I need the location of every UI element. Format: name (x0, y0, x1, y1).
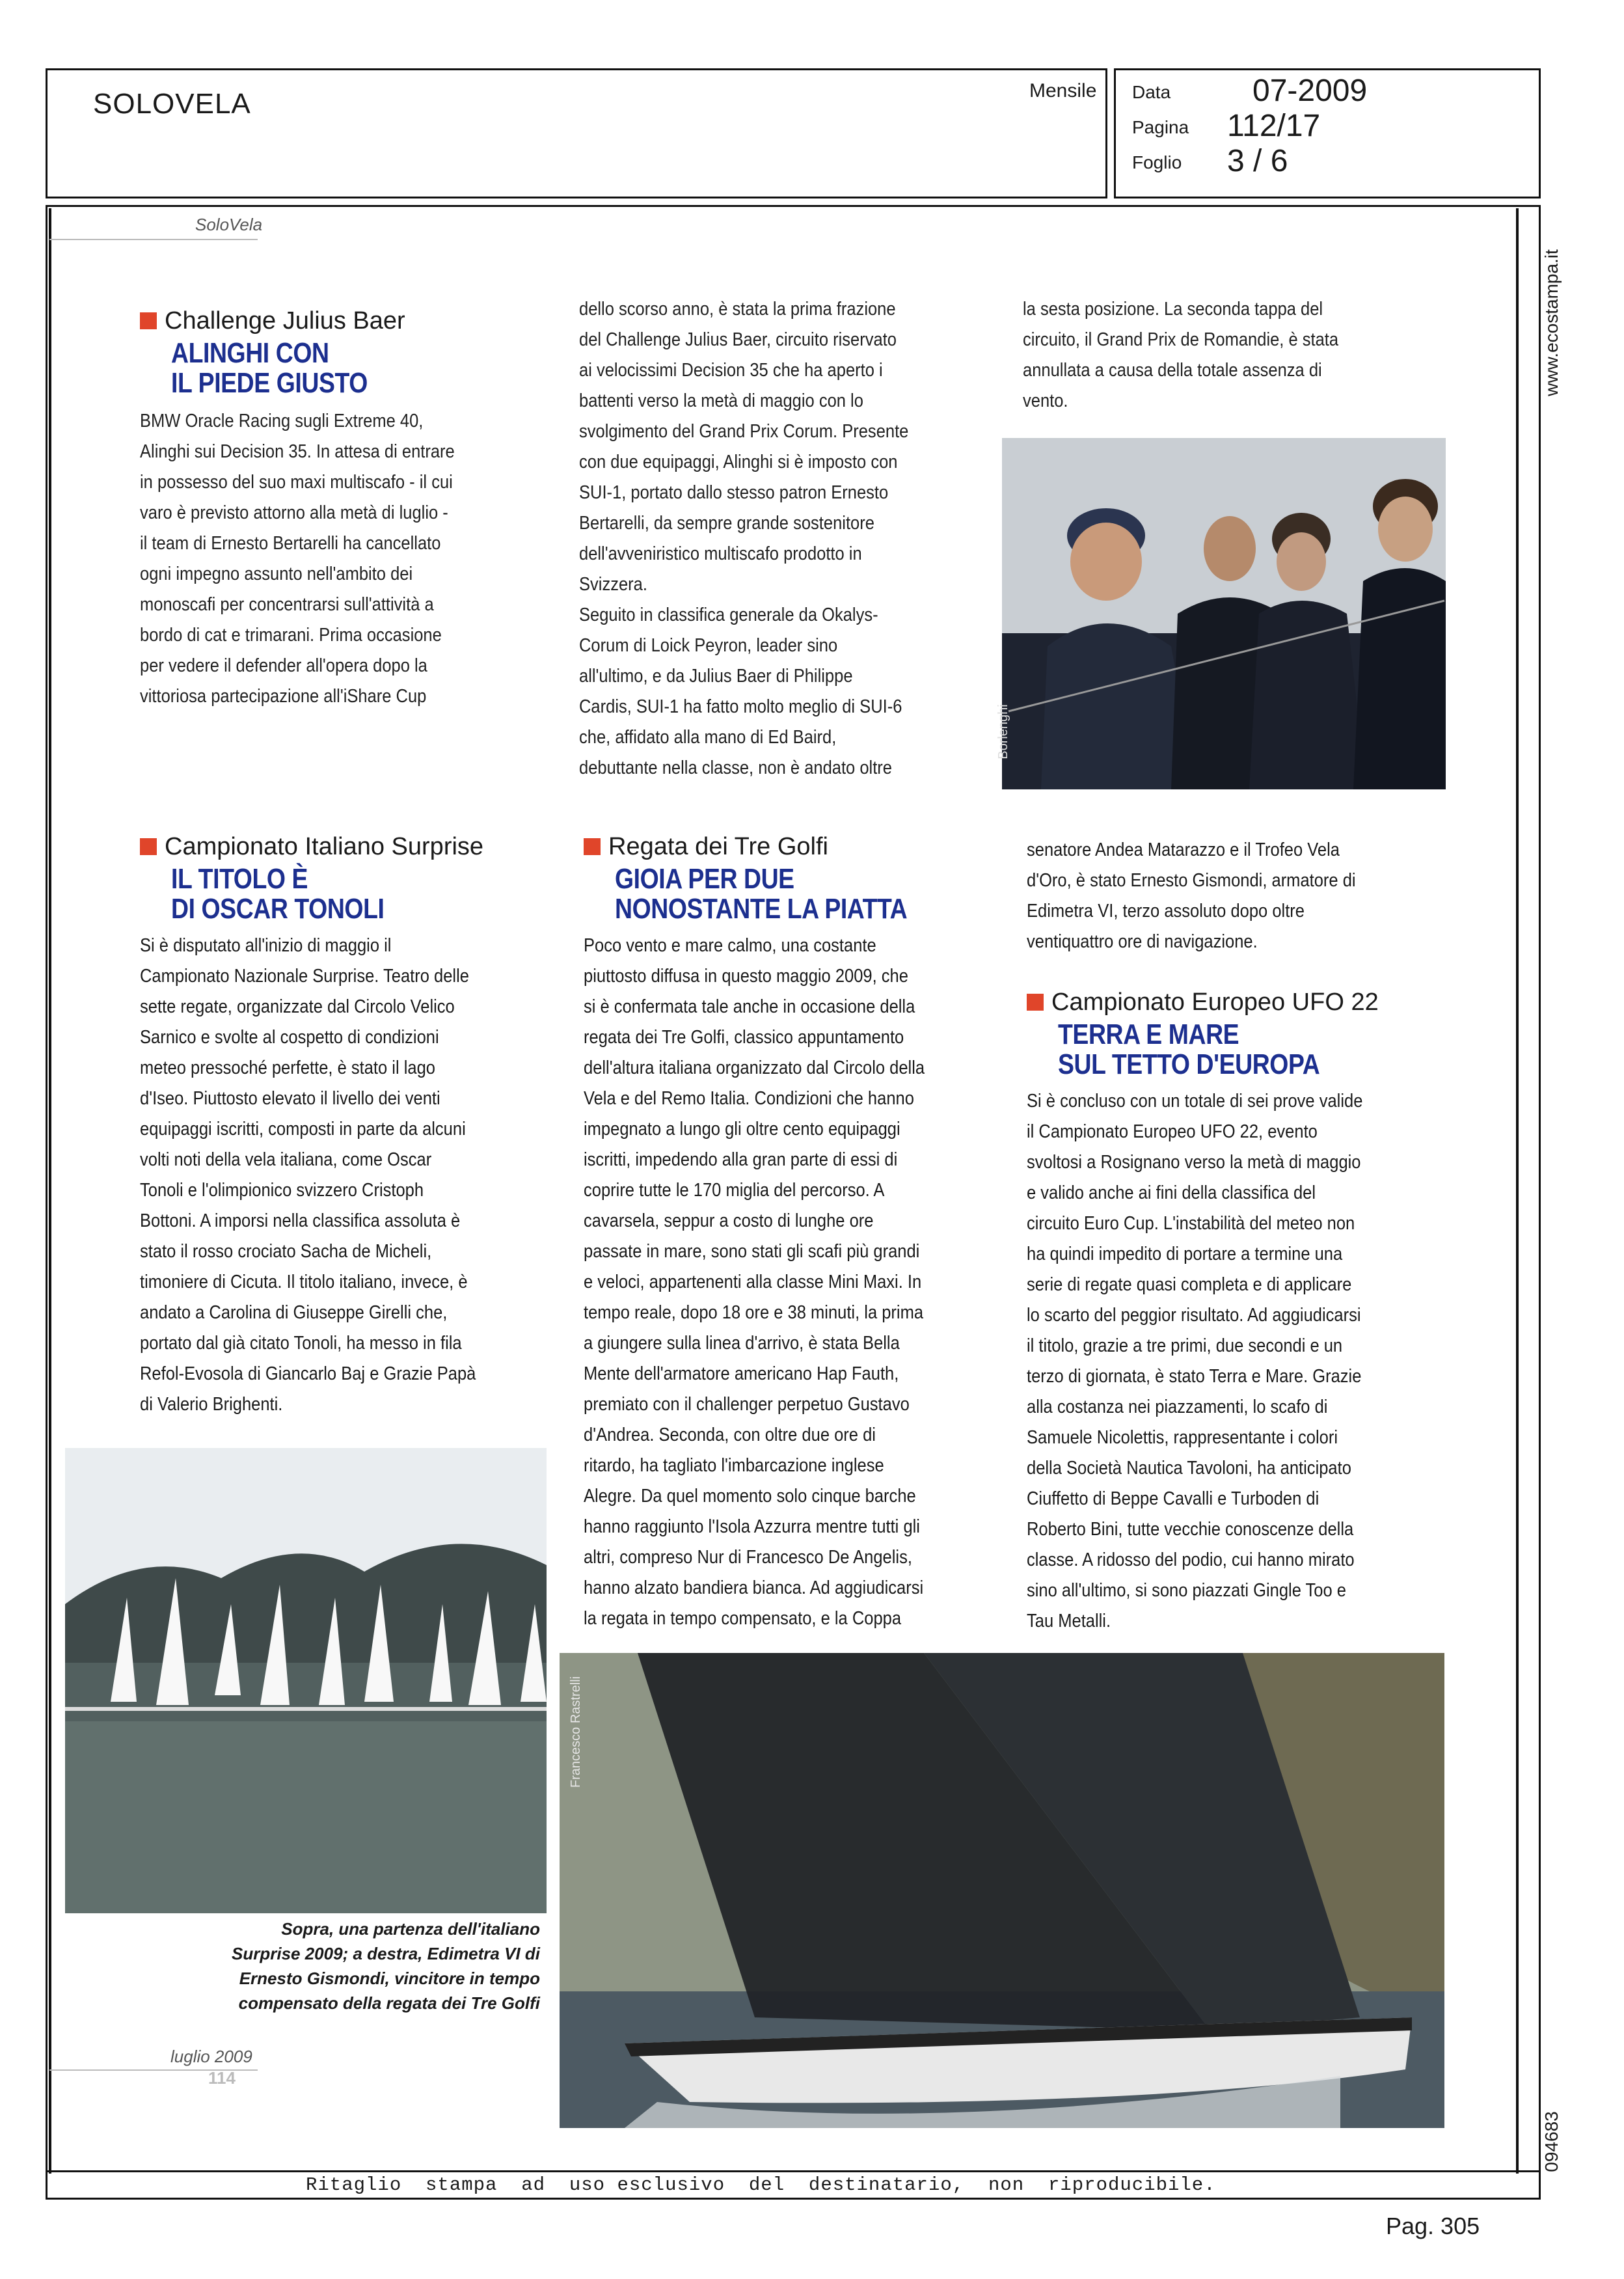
foglio-value: 3 / 6 (1227, 144, 1288, 178)
section-marker-icon (584, 838, 601, 855)
article-body: BMW Oracle Racing sugli Extreme 40, Alinghi sui Decision 35. In attesa di entrare in possesso del suo maxi multiscafo - il cui varo è previsto attorno alla metà di luglio - il team di Ernesto Bertarelli ha cancellato ogni impegno assunto nell'ambito dei monoscafi per concentrarsi sull'attività a bordo di cat e trimarani. Prima occasione per vedere il defender all'opera dopo la vittoriosa partecipazione all'iShare Cup (140, 411, 455, 707)
julius-baer-col2: dello scorso anno, è stata la prima frazione del Challenge Julius Baer, circuito riservato ai velocissimi Decision 35 che ha aperto i battenti verso la metà di maggio con lo svolgimento del Grand Prix Corum. Presente con due equipaggi, Alinghi si è imposto con SUI-1, portato dallo stesso patron Ernesto Bertarelli, da sempre grande sostenitore dell'avveniristico multiscafo prodotto in Svizzera. Seguito in classifica generale da Okalys- Corum di Loick Peyron, leader sino all'ultimo, e da Julius Baer di Philippe Cardis, SUI-1 ha fatto molto meglio di SUI-6 che, affidato alla mano di Ed Baird, debuttante nella classe, non è andato oltre (579, 299, 909, 778)
pagina-label: Pagina (1132, 117, 1189, 137)
article-julius-baer (140, 306, 556, 712)
running-head-rule (49, 239, 258, 240)
boat-photo-credit: Francesco Rastrelli (569, 1676, 584, 1788)
kicker: Campionato Italiano Surprise (140, 832, 556, 862)
periodicity: Mensile (1029, 80, 1097, 102)
headline-line-2: DI OSCAR TONOLI (171, 893, 385, 925)
folio-page-number: 114 (208, 2068, 236, 2088)
headline-line-1: ALINGHI CON (171, 337, 329, 369)
kicker: Campionato Europeo UFO 22 (1027, 987, 1443, 1017)
article-surprise (140, 832, 556, 1420)
article-body: Si è concluso con un totale di sei prove valide il Campionato Europeo UFO 22, evento svoltosi a Rosignano verso la metà di maggio e valido anche ai fini della classifica del circuito Euro Cup. L'instabilità del meteo non ha quindi impedito di portare a termine una serie di regate quasi completa e di applicare lo scarto del peggior risultato. Ad aggiudicarsi il titolo, grazie a tre primi, due secondi e un terzo di giornata, è stato Terra e Mare. Grazie alla costanza nei piazzamenti, lo scafo di Samuele Nicolettis, rappresentante i colori della Società Nautica Tavoloni, ha anticipato Ciuffetto di Beppe Cavalli e Turboden di Roberto Bini, tutte vecchie conoscenze della classe. A ridosso del podio, cui hanno mirato sino all'ultimo, si sono piazzati Gingle Too e Tau Metalli. (1027, 1091, 1363, 1631)
data-value: 07-2009 (1252, 74, 1368, 108)
article-body: Poco vento e mare calmo, una costante piuttosto diffusa in questo maggio 2009, che si è confermata tale anche in occasione della regata dei Tre Golfi, classico appuntamento dell'altura italiana organizzato dal Circolo della Vela e del Remo Italia. Condizioni che hanno impegnato a lungo gli oltre cento equipaggi iscritti, impedendo alla gran parte di essi di coprire tutte le 170 miglia del percorso. A cavarsela, seppur a costo di lunghe ore passate in mare, sono stati gli scafi più grandi e veloci, appartenenti alla classe Mini Maxi. In tempo reale, dopo 18 ore e 38 minuti, la prima a giungere sulla linea d'arrivo, è stata Bella Mente dell'armatore americano Hap Fauth, premiato con il challenger perpetuo Gustavo d'Andrea. Seconda, con oltre due ore di ritardo, ha tagliato l'imbarcazione inglese Alegre. Da quel momento solo cinque barche hanno raggiunto l'Isola Azzurra mentre tutti gli altri, compreso Nur di Francesco De Angelis, hanno alzato bandiera bianca. Ad aggiudicarsi la regata in tempo compensato, e la Coppa (584, 935, 925, 1629)
crew-illustration (1002, 438, 1446, 789)
publication-name: SOLOVELA (93, 88, 251, 120)
running-head: SoloVela (195, 215, 263, 234)
fleet-illustration (65, 1448, 547, 1913)
julius-baer-col3: la sesta posizione. La seconda tappa del circuito, il Grand Prix de Romandie, è stata annullata a causa della totale assenza di vento. (1023, 299, 1339, 411)
foglio-label: Foglio (1132, 152, 1182, 172)
headline-line-1: IL TITOLO È (171, 863, 308, 895)
clip-notice: Ritaglio stampa ad uso esclusivo del destinatario, non riproducibile. (306, 2174, 1216, 2196)
surprise-fleet-photo (65, 1448, 547, 1913)
article-tre-golfi (584, 832, 1000, 1634)
section-marker-icon (140, 312, 157, 329)
headline-line-2: IL PIEDE GIUSTO (171, 367, 368, 399)
article-body: Si è disputato all'inizio di maggio il Campionato Nazionale Surprise. Teatro delle sette regate, organizzate dal Circolo Velico Sarnico e svolte al cospetto di condizioni meteo pressoché perfette, è stato il lago d'Iseo. Piuttosto elevato il livello dei venti equipaggi iscritti, composti in parte da alcuni volti noti della vela italiana, come Oscar Tonoli e l'olimpionico svizzero Cristoph Bottoni. A imporsi nella classifica assoluta è stato il rosso crociato Sacha de Micheli, timoniere di Cicuta. Il titolo italiano, invece, è andato a Carolina di Giuseppe Girelli che, portato dal già citato Tonoli, ha messo in fila Refol-Evosola di Giancarlo Baj e Grazie Papà di Valerio Brighenti. (140, 935, 476, 1415)
headline-line-2: NONOSTANTE LA PIATTA (615, 893, 908, 925)
boat-illustration (560, 1653, 1444, 2128)
page-label: Pag. 305 (1386, 2213, 1480, 2239)
article-ufo22 (1027, 987, 1443, 1637)
clip-inner-right-rule (1516, 208, 1519, 2174)
photo-caption: Sopra, una partenza dell'italiano Surprise 2009; a destra, Edimetra VI di Ernesto Gismondi, vincitore in tempo compensato della regata dei Tre Golfi (232, 1919, 540, 2013)
section-marker-icon (1027, 994, 1044, 1011)
kicker: Challenge Julius Baer (140, 306, 556, 336)
clip-bottom-rule (47, 2170, 1539, 2172)
archive-code-vertical: 094683 (1541, 2111, 1562, 2172)
pagina-value: 112/17 (1227, 109, 1321, 143)
crew-photo-credit: Borlenghi (995, 704, 1010, 759)
website-vertical: www.ecostampa.it (1541, 249, 1562, 396)
headline-line-1: GIOIA PER DUE (615, 863, 794, 895)
section-marker-icon (140, 838, 157, 855)
clip-inner-left-rule (49, 208, 51, 2174)
tre-golfi-continuation: senatore Andea Matarazzo e il Trofeo Vela d'Oro, è stato Ernesto Gismondi, armatore di Edimetra VI, terzo assoluto dopo oltre ventiquattro ore di navigazione. (1027, 839, 1356, 952)
headline-line-2: SUL TETTO D'EUROPA (1058, 1048, 1320, 1080)
alinghi-crew-photo (995, 438, 1446, 789)
folio-date: luglio 2009 (170, 2047, 252, 2066)
headline-line-1: TERRA E MARE (1058, 1018, 1239, 1050)
kicker: Regata dei Tre Golfi (584, 832, 1000, 862)
data-label: Data (1132, 82, 1171, 102)
edimetra-boat-photo (560, 1653, 1444, 2128)
